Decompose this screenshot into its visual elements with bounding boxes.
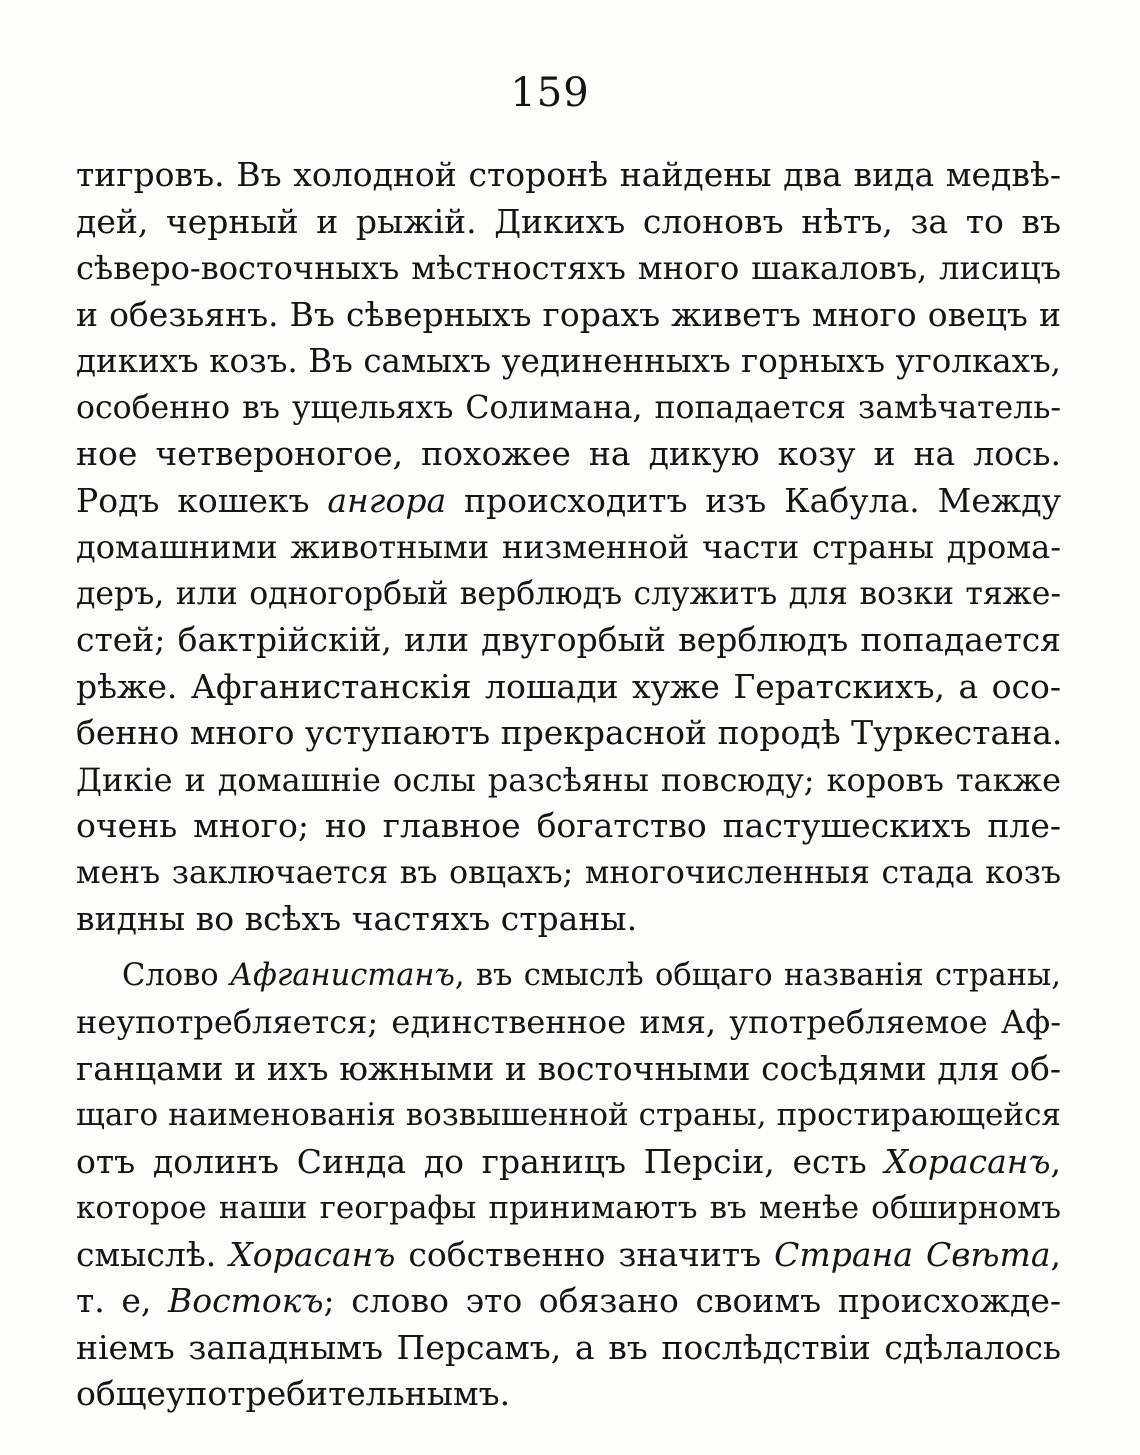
text-segment: Слово: [122, 957, 230, 993]
text-line: которое наши географы принимаютъ въ менѣе обширномъ: [76, 1190, 1061, 1226]
italic-term-angora: ангора: [327, 480, 447, 520]
paragraph-gap: [76, 943, 1061, 953]
text-body: [76, 152, 1061, 1418]
text-line: менъ заключается въ овцахъ; многочисленныя стада козъ: [76, 854, 1061, 891]
text-line: особенно въ ущельяхъ Солимана, попадается замѣчатель-: [76, 389, 1061, 426]
text-line: [76, 478, 1061, 525]
text-line: видны во всѣхъ частяхъ страны.: [76, 899, 638, 938]
page-number: 159: [510, 70, 590, 116]
text-line: рѣже. Афганистанскія лошади хуже Гератскихъ, а осо-: [76, 666, 1061, 706]
paragraph-2: [76, 953, 1061, 1418]
text-line: ганцами и ихъ южными и восточными сосѣдями для об-: [76, 1048, 1061, 1088]
text-segment: происходитъ изъ Кабула. Между: [446, 480, 1061, 520]
text-line: общеупотребительнымъ.: [76, 1374, 511, 1413]
text-segment: смыслѣ.: [76, 1234, 230, 1274]
text-line: [76, 1278, 1061, 1325]
italic-term-east: Востокъ: [168, 1281, 324, 1320]
text-line: неупотребляется; единственное имя, употребляемое Аф-: [76, 1003, 1061, 1041]
text-line: дикихъ козъ. Въ самыхъ уединенныхъ горныхъ уголкахъ,: [76, 342, 1061, 380]
text-line: сѣверо-восточныхъ мѣстностяхъ много шакаловъ, лисицъ: [76, 249, 1061, 287]
text-line: ніемъ западнымъ Персамъ, а въ послѣдствіи сдѣлалось: [76, 1327, 1061, 1367]
text-segment: ; слово это обязано своимъ происхожде-: [323, 1281, 1061, 1320]
paragraph-1: [76, 152, 1061, 943]
text-line: [76, 953, 1061, 1000]
text-segment: Родъ кошекъ: [76, 480, 328, 520]
italic-term-khorasan: Хорасанъ: [229, 1234, 396, 1274]
text-line: очень много; но главное богатство пастушескихъ пле-: [76, 806, 1061, 845]
text-line: [76, 1232, 1061, 1279]
text-line: щаго наименованія возвышенной страны, простирающейся: [76, 1097, 1061, 1133]
text-line: [76, 1139, 1061, 1186]
text-segment: т. е,: [76, 1281, 168, 1320]
text-segment: собственно значитъ: [395, 1234, 775, 1274]
text-line: стей; бактрійскій, или двугорбый верблюдъ попадается: [76, 620, 1061, 659]
text-line: ное четвероногое, похожее на дикую козу и на лось.: [76, 434, 1061, 473]
text-segment: отъ долинъ Синда до границъ Персіи, есть: [76, 1141, 885, 1181]
text-line: дей, черный и рыжій. Дикихъ слоновъ нѣтъ, за то въ: [76, 201, 1061, 241]
italic-term-afghanistan: Афганистанъ: [229, 957, 455, 993]
text-line: бенно много уступаютъ прекрасной породѣ Туркестана.: [76, 713, 1063, 752]
text-segment: ,: [1050, 1141, 1061, 1181]
italic-term-khorasan: Хорасанъ: [884, 1141, 1051, 1181]
text-segment: , въ смыслѣ общаго названія страны,: [454, 957, 1061, 993]
text-line: деръ, или одногорбый верблюдъ служитъ для возки тяже-: [76, 575, 1061, 612]
italic-term-land-of-light: Страна Свѣта: [774, 1234, 1051, 1274]
text-line: и обезьянъ. Въ сѣверныхъ горахъ живетъ много овецъ и: [76, 294, 1061, 334]
text-line: домашними животными низменной части страны дрома-: [76, 528, 1061, 566]
text-segment: ,: [1050, 1234, 1061, 1274]
text-line: тигровъ. Въ холодной сторонѣ найдены два вида медвѣ-: [76, 155, 1061, 194]
text-line: Дикіе и домашніе ослы разсѣяны повсюду; коровъ также: [76, 760, 1061, 799]
